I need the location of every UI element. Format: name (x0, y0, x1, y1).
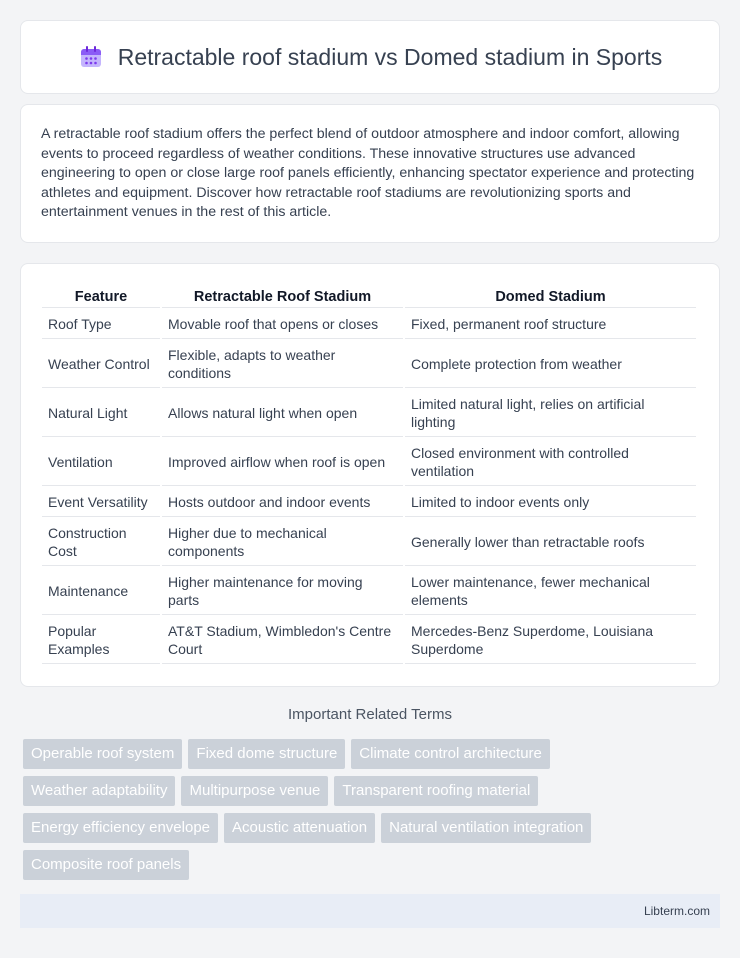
row-feature: Roof Type (42, 310, 160, 339)
related-term-tag[interactable]: Natural ventilation integration (381, 813, 591, 843)
row-feature: Construction Cost (42, 519, 160, 566)
related-terms-list (23, 739, 703, 880)
table-row (42, 488, 696, 517)
intro-paragraph: A retractable roof stadium offers the perfect blend of outdoor atmosphere and indoor comfort, allowing events to proceed regardless of weather conditions. These innovative structures use advanced engineering to open or close large roof panels efficiently, enhancing spectator experience and protecting athletes and equipment. Discover how retractable roof stadiums are revolutionizing sports and entertainment venues in the rest of this article. (41, 126, 695, 220)
row-feature: Maintenance (42, 568, 160, 615)
row-domed: Generally lower than retractable roofs (405, 519, 696, 566)
row-domed: Mercedes-Benz Superdome, Louisiana Superdome (405, 617, 696, 664)
related-term-tag[interactable]: Energy efficiency envelope (23, 813, 218, 843)
related-term-tag[interactable]: Transparent roofing material (334, 776, 538, 806)
row-domed: Lower maintenance, fewer mechanical elements (405, 568, 696, 615)
header-card (20, 20, 720, 94)
related-term-tag[interactable]: Operable roof system (23, 739, 182, 769)
footer-site-link[interactable]: Libterm.com (643, 904, 710, 918)
related-term-tag[interactable]: Acoustic attenuation (224, 813, 375, 843)
row-feature: Weather Control (42, 341, 160, 388)
related-term-tag[interactable]: Multipurpose venue (181, 776, 328, 806)
related-term-tag[interactable]: Composite roof panels (23, 850, 189, 880)
table-row (42, 617, 696, 664)
header (78, 44, 663, 71)
table-row (42, 439, 696, 486)
table-row (42, 341, 696, 388)
row-domed: Closed environment with controlled ventilation (405, 439, 696, 486)
comparison-table (40, 284, 698, 666)
row-retractable: Higher due to mechanical components (162, 519, 403, 566)
row-retractable: AT&T Stadium, Wimbledon's Centre Court (162, 617, 403, 664)
row-feature: Ventilation (42, 439, 160, 486)
related-term-tag[interactable]: Fixed dome structure (188, 739, 345, 769)
column-header-feature: Feature (42, 286, 160, 308)
related-term-tag[interactable]: Climate control architecture (351, 739, 550, 769)
row-domed: Limited to indoor events only (405, 488, 696, 517)
page-title: Retractable roof stadium vs Domed stadium in Sports (117, 43, 663, 70)
comparison-card (20, 263, 720, 687)
related-term-tag[interactable]: Weather adaptability (23, 776, 175, 806)
row-domed: Fixed, permanent roof structure (405, 310, 696, 339)
row-retractable: Improved airflow when roof is open (162, 439, 403, 486)
row-retractable: Hosts outdoor and indoor events (162, 488, 403, 517)
row-domed: Complete protection from weather (405, 341, 696, 388)
row-domed: Limited natural light, relies on artificial lighting (405, 390, 696, 437)
related-terms-title: Important Related Terms (288, 706, 452, 723)
table-row (42, 390, 696, 437)
calendar-icon (78, 44, 104, 70)
row-feature: Event Versatility (42, 488, 160, 517)
row-retractable: Higher maintenance for moving parts (162, 568, 403, 615)
row-feature: Popular Examples (42, 617, 160, 664)
intro-card (20, 104, 720, 243)
table-row (42, 568, 696, 615)
column-header-retractable: Retractable Roof Stadium (162, 286, 403, 308)
table-row (42, 519, 696, 566)
column-header-domed: Domed Stadium (405, 286, 696, 308)
table-row (42, 310, 696, 339)
row-retractable: Allows natural light when open (162, 390, 403, 437)
table-header-row (42, 286, 696, 308)
row-retractable: Flexible, adapts to weather conditions (162, 341, 403, 388)
row-feature: Natural Light (42, 390, 160, 437)
row-retractable: Movable roof that opens or closes (162, 310, 403, 339)
footer (20, 894, 720, 928)
